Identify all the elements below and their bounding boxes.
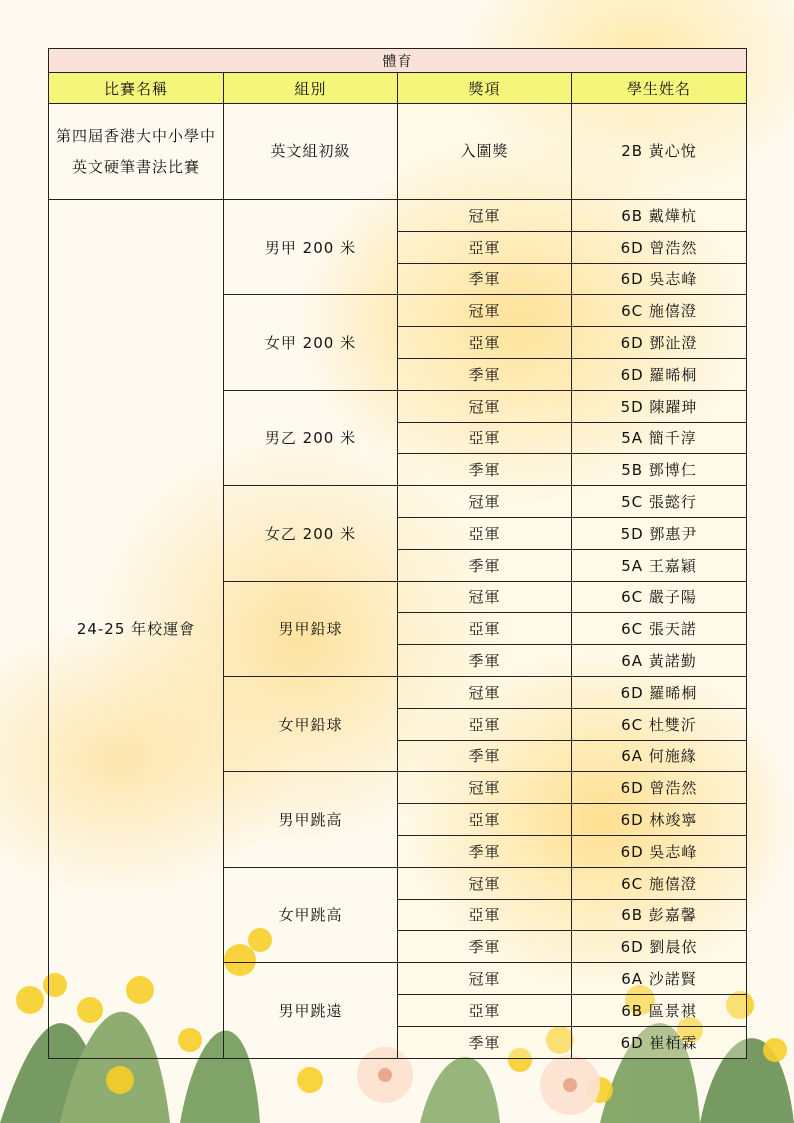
group-name: 男甲 200 米 (224, 200, 398, 295)
student-name: 6A 沙諾賢 (572, 963, 747, 995)
student-name: 2B 黃心悅 (572, 104, 747, 200)
table-row (49, 104, 747, 200)
award-name: 季軍 (398, 358, 572, 390)
group-name: 女甲鉛球 (224, 676, 398, 771)
award-name: 季軍 (398, 263, 572, 295)
student-name: 6D 鄧沚澄 (572, 327, 747, 359)
student-name: 5A 王嘉穎 (572, 549, 747, 581)
header-student-name: 學生姓名 (572, 73, 747, 104)
award-name: 亞軍 (398, 327, 572, 359)
award-name: 季軍 (398, 931, 572, 963)
student-name: 5D 陳躍珅 (572, 390, 747, 422)
student-name: 5B 鄧博仁 (572, 454, 747, 486)
student-name: 6C 嚴子陽 (572, 581, 747, 613)
award-name: 冠軍 (398, 772, 572, 804)
award-name: 冠軍 (398, 867, 572, 899)
award-name: 亞軍 (398, 708, 572, 740)
header-contest-name: 比賽名稱 (49, 73, 224, 104)
student-name: 6D 林竣寧 (572, 804, 747, 836)
student-name: 6B 戴燁杭 (572, 200, 747, 232)
award-name: 亞軍 (398, 994, 572, 1026)
contest-name: 第四屆香港大中小學中英文硬筆書法比賽 (49, 104, 224, 200)
student-name: 6D 曾浩然 (572, 772, 747, 804)
group-name: 女甲跳高 (224, 867, 398, 962)
student-name: 6C 杜雙沂 (572, 708, 747, 740)
table-title-row (49, 49, 747, 73)
table-row (49, 200, 747, 232)
award-name: 季軍 (398, 740, 572, 772)
award-name: 亞軍 (398, 899, 572, 931)
student-name: 6D 吳志峰 (572, 263, 747, 295)
student-name: 6B 區景祺 (572, 994, 747, 1026)
award-name: 季軍 (398, 549, 572, 581)
header-award: 獎項 (398, 73, 572, 104)
award-name: 季軍 (398, 645, 572, 677)
student-name: 6D 崔栢霖 (572, 1026, 747, 1058)
student-name: 5D 鄧惠尹 (572, 517, 747, 549)
award-name: 冠軍 (398, 581, 572, 613)
table-title: 體育 (49, 49, 747, 73)
student-name: 6D 吳志峰 (572, 835, 747, 867)
contest-name: 24-25 年校運會 (49, 200, 224, 1059)
student-name: 6A 黃諾勤 (572, 645, 747, 677)
student-name: 5C 張懿行 (572, 486, 747, 518)
group-name: 男甲跳遠 (224, 963, 398, 1058)
group-name: 英文組初級 (224, 104, 398, 200)
award-name: 季軍 (398, 1026, 572, 1058)
student-name: 6C 施僖澄 (572, 295, 747, 327)
award-name: 冠軍 (398, 295, 572, 327)
student-name: 6C 張天諾 (572, 613, 747, 645)
student-name: 5A 簡千淳 (572, 422, 747, 454)
student-name: 6C 施僖澄 (572, 867, 747, 899)
award-name: 亞軍 (398, 517, 572, 549)
header-group: 組別 (224, 73, 398, 104)
student-name: 6D 羅晞桐 (572, 358, 747, 390)
group-name: 女甲 200 米 (224, 295, 398, 390)
award-name: 入圍獎 (398, 104, 572, 200)
award-name: 亞軍 (398, 231, 572, 263)
award-name: 冠軍 (398, 486, 572, 518)
student-name: 6D 劉晨依 (572, 931, 747, 963)
sports-awards-table (48, 48, 747, 1059)
award-name: 季軍 (398, 454, 572, 486)
award-name: 亞軍 (398, 613, 572, 645)
group-name: 男甲跳高 (224, 772, 398, 867)
award-name: 亞軍 (398, 804, 572, 836)
award-name: 冠軍 (398, 390, 572, 422)
award-name: 冠軍 (398, 200, 572, 232)
table-header-row (49, 73, 747, 104)
award-name: 冠軍 (398, 676, 572, 708)
student-name: 6D 羅晞桐 (572, 676, 747, 708)
group-name: 女乙 200 米 (224, 486, 398, 581)
group-name: 男乙 200 米 (224, 390, 398, 485)
student-name: 6D 曾浩然 (572, 231, 747, 263)
student-name: 6A 何施緣 (572, 740, 747, 772)
group-name: 男甲鉛球 (224, 581, 398, 676)
award-name: 冠軍 (398, 963, 572, 995)
award-name: 季軍 (398, 835, 572, 867)
student-name: 6B 彭嘉馨 (572, 899, 747, 931)
award-name: 亞軍 (398, 422, 572, 454)
